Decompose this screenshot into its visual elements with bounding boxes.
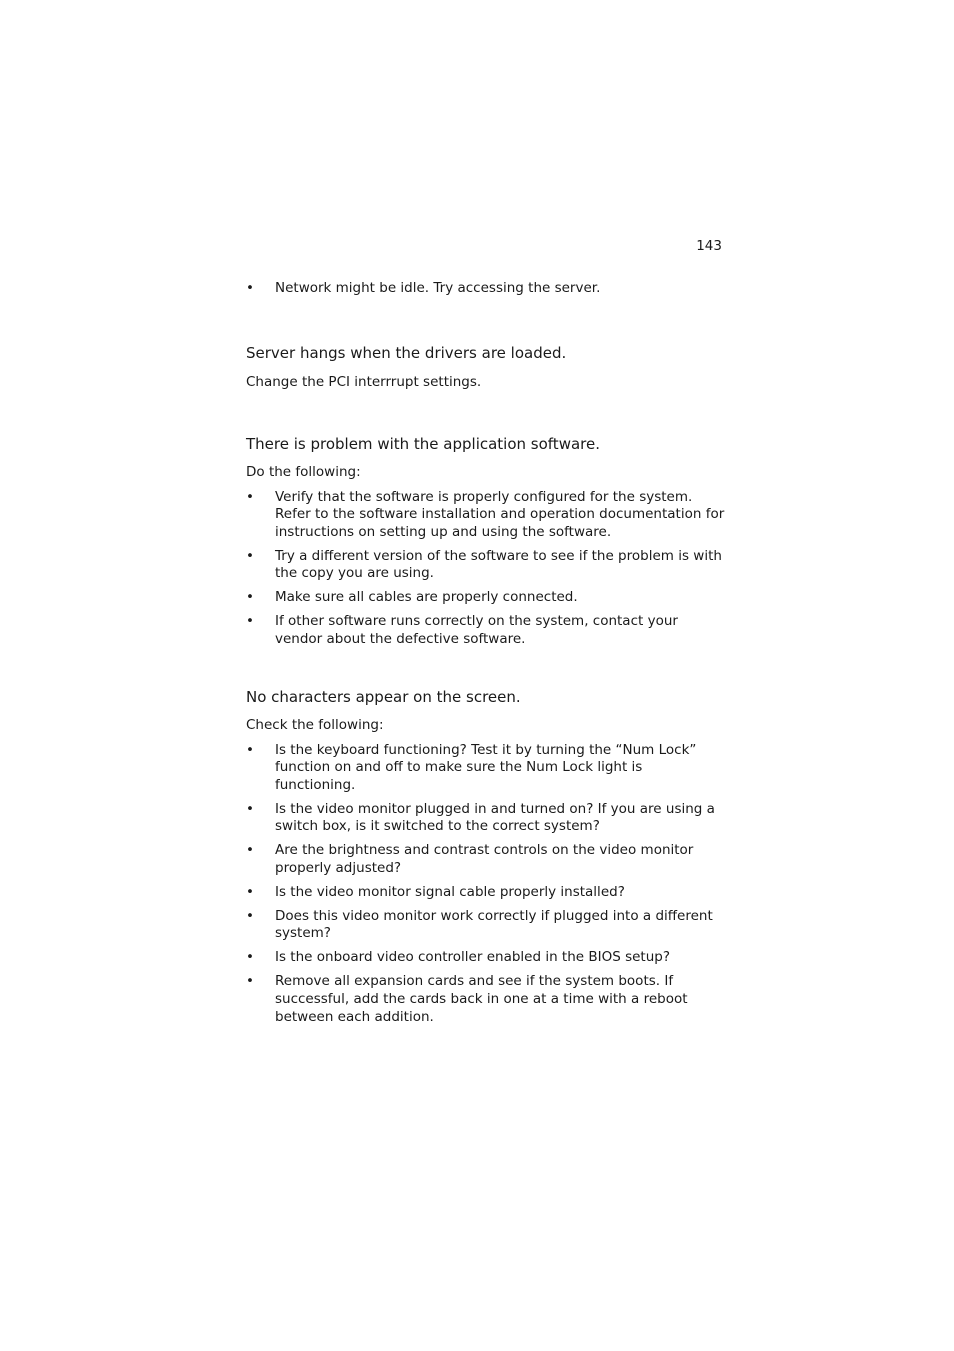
bullet-list	[246, 489, 726, 649]
list-item: • Is the onboard video controller enabled in the BIOS setup?	[246, 949, 671, 966]
list-item: • Is the video monitor signal cable properly installed?	[246, 883, 625, 900]
list-item: • Does this video monitor work correctly if plugged into a different system?	[246, 907, 713, 942]
page-content	[246, 280, 726, 1033]
list-item: • Are the brightness and contrast controls on the video monitor properly adjusted?	[246, 842, 694, 876]
section-application-software	[246, 434, 726, 649]
bullet-list	[246, 742, 726, 1027]
section-text: Check the following:	[246, 716, 384, 733]
bullet-icon: •	[246, 973, 254, 990]
section-heading: Server hangs when the drivers are loaded.	[246, 343, 567, 362]
bullet-icon: •	[246, 883, 254, 900]
bullet-icon: •	[246, 280, 254, 296]
intro-bullet-list	[246, 280, 726, 298]
bullet-icon: •	[246, 488, 254, 505]
section-heading: No characters appear on the screen.	[246, 687, 521, 706]
list-item: • Is the video monitor plugged in and turned on? If you are using a switch box, is it switched to the correct system?	[246, 800, 715, 835]
bullet-icon: •	[246, 949, 254, 966]
list-item: • Try a different version of the software to see if the problem is with the copy you are using.	[246, 547, 722, 582]
list-item: • Make sure all cables are properly connected.	[246, 589, 578, 606]
bullet-icon: •	[246, 842, 254, 859]
section-heading: There is problem with the application software.	[246, 434, 600, 453]
bullet-icon: •	[246, 613, 254, 630]
list-item: • If other software runs correctly on the system, contact your vendor about the defective software.	[246, 613, 678, 647]
bullet-icon: •	[246, 741, 254, 758]
bullet-icon: •	[246, 800, 254, 817]
bullet-icon: •	[246, 589, 254, 606]
section-no-characters	[246, 687, 726, 1027]
bullet-icon: •	[246, 907, 254, 924]
page-number: 143	[696, 238, 722, 254]
list-item: • Verify that the software is properly configured for the system. Refer to the software installation and operation documentation for instructions on setting up and using the software.	[246, 488, 725, 540]
list-item: • Network might be idle. Try accessing the server.	[246, 280, 601, 296]
bullet-icon: •	[246, 547, 254, 564]
list-item: • Is the keyboard functioning? Test it by turning the “Num Lock” function on and off to make sure the Num Lock light is functioning.	[246, 741, 697, 793]
list-item: • Remove all expansion cards and see if the system boots. If successful, add the cards back in one at a time with a reboot between each addition.	[246, 973, 688, 1025]
section-server-hangs	[246, 343, 726, 391]
section-text: Change the PCI interrrupt settings.	[246, 373, 482, 390]
section-text: Do the following:	[246, 463, 361, 480]
